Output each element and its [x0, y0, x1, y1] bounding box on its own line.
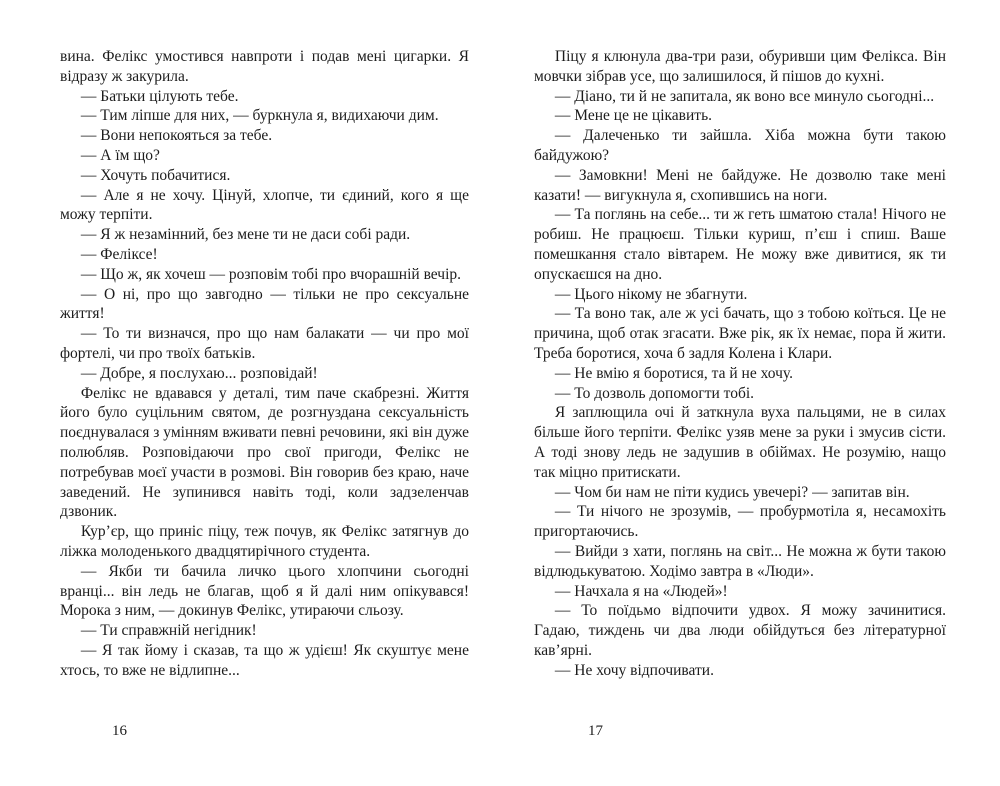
- page-number-left: 16: [112, 723, 127, 739]
- page-right-text: [534, 47, 946, 681]
- paragraph: — Але я не хочу. Цінуй, хлопче, ти єдиний, кого я ще можу терпіти.: [60, 186, 469, 224]
- paragraph: — Замовкни! Мені не байдуже. Не дозволю таке мені казати! — вигукнула я, схопившись на ноги.: [534, 166, 946, 204]
- paragraph: — Діано, ти й не запитала, як воно все минуло сьогодні...: [554, 87, 935, 105]
- paragraph: — Та воно так, але ж усі бачать, що з тобою коїться. Це не причина, щоб отак згасати. Вже рік, як їх немає, пора й жити. Треба боротися, хоча б задля Колена і Клари.: [534, 305, 946, 362]
- paragraph: — То ти визначся, про що нам балакати — чи про мої фортелі, чи про твоїх батьків.: [60, 325, 469, 362]
- paragraph: — Добре, я послухаю... розповідай!: [80, 364, 318, 382]
- paragraph: — Цього нікому не збагнути.: [554, 285, 748, 303]
- paragraph: — Та поглянь на себе... ти ж геть шматою стала! Нічого не робиш. Не працюєш. Тільки куриш, п’єш і спиш. Ваше помешкання стало вівтарем. Не можу вже дивитися, як ти опускаєшся на дно.: [534, 206, 946, 283]
- paragraph: вина. Фелікс умостився навпроти і подав мені цигарки. Я відразу ж закурила.: [60, 48, 469, 85]
- paragraph: Я заплющила очі й заткнула вуха пальцями, не в силах більше його терпіти. Фелікс узяв мене за руки і змусив сісти. А тоді знову ледь не задушив в обіймах. Не розумію, нащо так міцно притискати.: [534, 404, 946, 481]
- paragraph: — Далеченько ти зайшла. Хіба можна бути такою байдужою?: [534, 127, 946, 164]
- paragraph: — Якби ти бачила личко цього хлопчини сьогодні вранці... він ледь не благав, щоб я й далі ним опікувався! Морока з ним, — докинув Фелікс, утираючи сльозу.: [60, 562, 469, 620]
- paragraph: — О ні, про що завгодно — тільки не про сексуальне життя!: [60, 285, 469, 323]
- paragraph: — Вийди з хати, поглянь на світ... Не можна ж бути такою відлюдькуватою. Ходімо завтра в «Люди».: [534, 542, 946, 580]
- paragraph: — Не вмію я боротися, та й не хочу.: [554, 364, 793, 382]
- paragraph: — А їм що?: [80, 146, 160, 164]
- page-left-text: [60, 47, 469, 681]
- paragraph: — Чом би нам не піти кудись увечері? — запитав він.: [554, 483, 910, 501]
- paragraph: — Я ж незамінний, без мене ти не даси собі ради.: [80, 226, 411, 244]
- paragraph: — Ти нічого не зрозумів, — пробурмотіла я, несамохіть пригортаючись.: [534, 503, 946, 541]
- paragraph: — Ти справжній негідник!: [80, 622, 257, 640]
- paragraph: — Начхала я на «Людей»!: [554, 582, 728, 600]
- paragraph: — Мене це не цікавить.: [554, 107, 713, 125]
- paragraph: — Тим ліпше для них, — буркнула я, видихаючи дим.: [80, 107, 439, 125]
- paragraph: — То поїдьмо відпочити удвох. Я можу зачинитися. Гадаю, тиждень чи два люди обійдуться без літературної кав’ярні.: [534, 602, 946, 659]
- paragraph: — Не хочу відпочивати.: [554, 661, 714, 679]
- page-number-right: 17: [588, 723, 603, 739]
- paragraph: Піцу я клюнула два-три рази, обуривши цим Фелікса. Він мовчки зібрав усе, що залишилося, й пішов до кухні.: [534, 48, 946, 85]
- paragraph: — Вони непокояться за тебе.: [80, 127, 273, 145]
- paragraph: — Що ж, як хочеш — розповім тобі про вчорашній вечір.: [80, 265, 462, 283]
- paragraph: — То дозволь допомогти тобі.: [554, 384, 755, 402]
- paragraph: — Хочуть побачитися.: [80, 166, 231, 184]
- paragraph: Фелікс не вдавався у деталі, тим паче скабрезні. Життя його було суцільним святом, де розгнуздана сексуальність поєднувалася з умінням вживати певні речовини, які він дуже полюбляв. Розповідаючи про свої пригоди, Фелікс не потребував моєї участи в розмові. Він говорив без краю, наче заведений. Не зупинився навіть тоді, коли задзеленчав дзвоник.: [60, 384, 469, 521]
- paragraph: — Я так йому і сказав, та що ж удієш! Як скуштує мене хтось, то вже не відлипне...: [60, 641, 469, 679]
- paragraph: — Феліксе!: [80, 245, 158, 263]
- paragraph: — Батьки цілують тебе.: [80, 87, 239, 105]
- paragraph: Кур’єр, що приніс піцу, теж почув, як Фелікс затягнув до ліжка молоденького двадцятирічного студента.: [60, 523, 469, 560]
